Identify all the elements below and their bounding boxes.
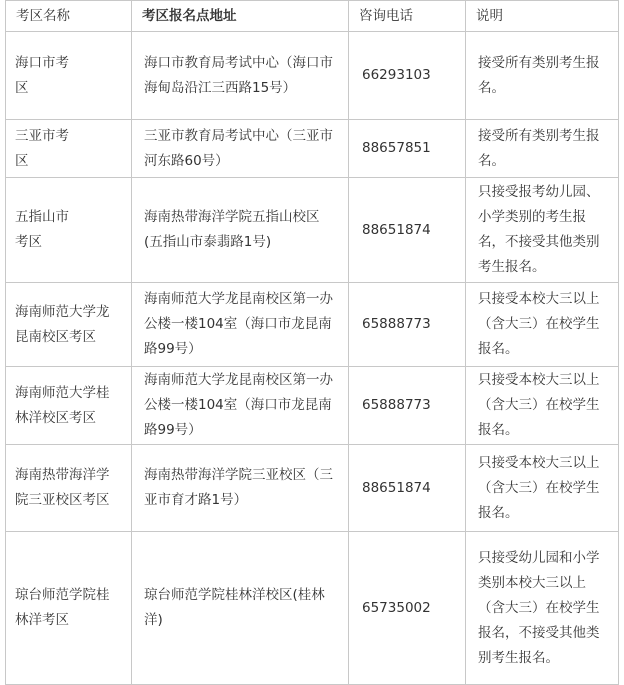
phone-cell <box>349 120 466 178</box>
address-cell <box>132 32 349 120</box>
address-cell <box>132 283 349 367</box>
region-name-cell <box>6 367 132 445</box>
note-text: 只接受本校大三以上（含大三）在校学生报名。 <box>478 454 600 521</box>
note-cell <box>466 178 619 283</box>
site-address: 海南师范大学龙昆南校区第一办公楼一楼104室（海口市龙昆南路99号） <box>144 291 333 357</box>
header-notes: 说明 <box>466 1 619 32</box>
table-header-row <box>6 1 619 32</box>
address-cell <box>132 120 349 178</box>
table-row <box>6 367 619 445</box>
note-cell <box>466 283 619 367</box>
phone-cell <box>349 283 466 367</box>
region-name-cell <box>6 283 132 367</box>
note-cell <box>466 32 619 120</box>
site-address: 三亚市教育局考试中心（三亚市河东路60号） <box>144 127 333 169</box>
table-row <box>6 178 619 283</box>
address-cell <box>132 178 349 283</box>
phone-number: 66293103 <box>362 67 431 83</box>
region-name: 五指山市考区 <box>15 209 69 250</box>
address-cell <box>132 367 349 445</box>
note-text: 只接受本校大三以上（含大三）在校学生报名。 <box>478 372 600 438</box>
note-cell <box>466 367 619 445</box>
address-cell <box>132 445 349 532</box>
phone-number: 65888773 <box>362 316 431 332</box>
phone-number: 88651874 <box>362 221 431 238</box>
table-row <box>6 532 619 685</box>
site-address: 海口市教育局考试中心（海口市海甸岛沿江三西路15号） <box>144 54 333 96</box>
phone-cell <box>349 32 466 120</box>
site-address: 海南热带海洋学院五指山校区(五指山市泰翡路1号) <box>144 209 320 250</box>
header-phone: 咨询电话 <box>349 1 466 32</box>
table-row <box>6 32 619 120</box>
phone-number: 88657851 <box>362 140 431 156</box>
note-cell <box>466 120 619 178</box>
table-row <box>6 445 619 532</box>
registration-sites-table <box>5 0 619 685</box>
note-text: 接受所有类别考生报名。 <box>478 54 600 96</box>
note-text: 只接受幼儿园和小学类别本校大三以上（含大三）在校学生报名，不接受其他类别考生报名。 <box>478 549 600 666</box>
region-name: 琼台师范学院桂林洋考区 <box>15 587 110 628</box>
region-name-cell <box>6 532 132 685</box>
region-name: 海南师范大学龙昆南校区考区 <box>15 303 110 345</box>
note-text: 接受所有类别考生报名。 <box>478 127 600 169</box>
note-cell <box>466 532 619 685</box>
phone-cell <box>349 367 466 445</box>
region-name-cell <box>6 445 132 532</box>
address-cell <box>132 532 349 685</box>
note-text: 只接受本校大三以上（含大三）在校学生报名。 <box>478 291 600 357</box>
header-site-address: 考区报名点地址 <box>132 1 349 32</box>
region-name-cell <box>6 32 132 120</box>
phone-cell <box>349 178 466 283</box>
region-name: 三亚市考区 <box>15 127 69 169</box>
phone-number: 65735002 <box>362 599 431 616</box>
region-name-cell <box>6 120 132 178</box>
phone-cell <box>349 532 466 685</box>
site-address: 琼台师范学院桂林洋校区(桂林洋) <box>144 587 325 628</box>
region-name: 海南热带海洋学院三亚校区考区 <box>15 467 110 508</box>
site-address: 海南热带海洋学院三亚校区（三亚市育才路1号） <box>144 467 333 508</box>
table-row <box>6 283 619 367</box>
phone-cell <box>349 445 466 532</box>
note-cell <box>466 445 619 532</box>
region-name-cell <box>6 178 132 283</box>
region-name: 海南师范大学桂林洋校区考区 <box>15 384 110 426</box>
region-name: 海口市考区 <box>15 54 69 96</box>
table-row <box>6 120 619 178</box>
header-region-name: 考区名称 <box>6 1 132 32</box>
phone-number: 65888773 <box>362 397 431 413</box>
note-text: 只接受报考幼儿园、小学类别的考生报名，不接受其他类别考生报名。 <box>478 184 600 275</box>
phone-number: 88651874 <box>362 479 431 496</box>
site-address: 海南师范大学龙昆南校区第一办公楼一楼104室（海口市龙昆南路99号） <box>144 372 333 438</box>
